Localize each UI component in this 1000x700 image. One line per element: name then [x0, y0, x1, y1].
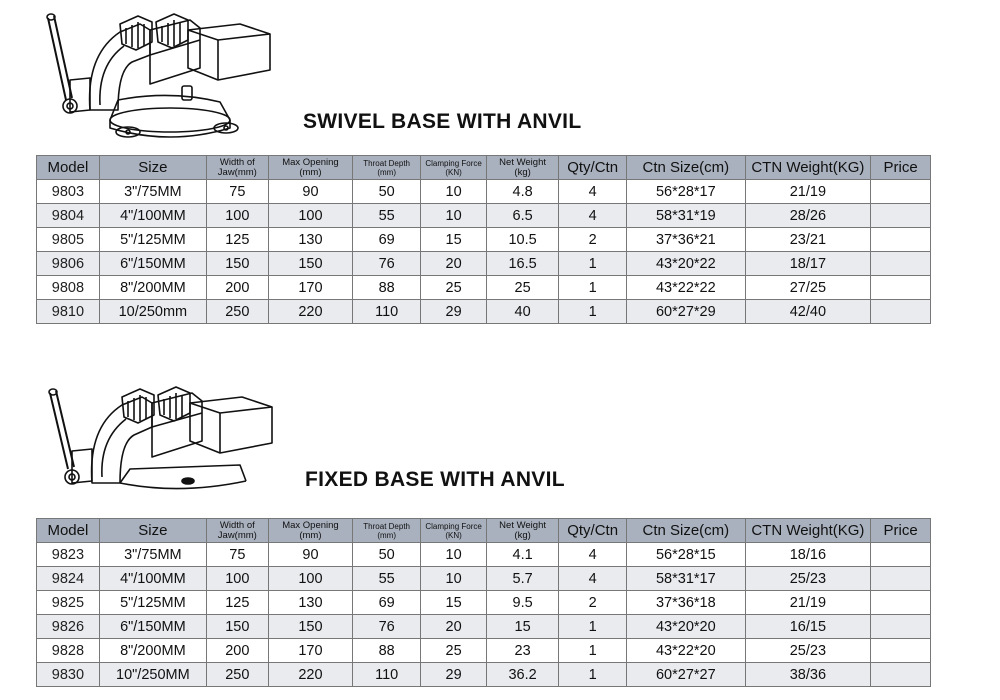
model-cell: 9803 — [37, 180, 100, 204]
table-cell: 110 — [353, 663, 421, 687]
column-header-unit: (mm) — [377, 530, 396, 540]
table-cell: 25/23 — [745, 567, 871, 591]
model-cell: 9825 — [37, 591, 100, 615]
table-cell: 150 — [206, 615, 268, 639]
price-cell — [871, 180, 931, 204]
column-header-label: Clamping Force — [425, 158, 482, 168]
column-header-label: Throat Depth — [363, 521, 410, 531]
column-header: Qty/Ctn — [559, 156, 627, 180]
table-cell: 10"/250MM — [99, 663, 206, 687]
table-cell: 20 — [421, 252, 487, 276]
table-cell: 15 — [421, 591, 487, 615]
column-header — [206, 156, 268, 180]
table-row — [37, 252, 931, 276]
table-row — [37, 204, 931, 228]
column-header — [353, 519, 421, 543]
table-cell: 170 — [268, 276, 352, 300]
table-cell: 2 — [559, 591, 627, 615]
price-cell — [871, 543, 931, 567]
column-header — [206, 519, 268, 543]
table-row — [37, 543, 931, 567]
model-cell: 9824 — [37, 567, 100, 591]
column-header: CTN Weight(KG) — [745, 519, 871, 543]
table-cell: 20 — [421, 615, 487, 639]
table-cell: 250 — [206, 300, 268, 324]
column-header-label: Net Weight — [499, 519, 546, 531]
table-cell: 90 — [268, 180, 352, 204]
table-cell: 58*31*19 — [627, 204, 745, 228]
table-cell: 40 — [487, 300, 559, 324]
price-cell — [871, 228, 931, 252]
bench-vise-fixed-icon — [40, 385, 290, 505]
table-cell: 6"/150MM — [99, 252, 206, 276]
model-cell: 9830 — [37, 663, 100, 687]
table-cell: 1 — [559, 276, 627, 300]
table-cell: 1 — [559, 300, 627, 324]
column-header: Ctn Size(cm) — [627, 519, 745, 543]
table-cell: 25 — [487, 276, 559, 300]
table-cell: 23/21 — [745, 228, 871, 252]
table-cell: 56*28*17 — [627, 180, 745, 204]
table-cell: 200 — [206, 276, 268, 300]
table-cell: 5.7 — [487, 567, 559, 591]
table-cell: 16/15 — [745, 615, 871, 639]
table-cell: 69 — [353, 228, 421, 252]
table-cell: 8"/200MM — [99, 276, 206, 300]
table-row — [37, 567, 931, 591]
column-header: CTN Weight(KG) — [745, 156, 871, 180]
table-cell: 9.5 — [487, 591, 559, 615]
table-cell: 58*31*17 — [627, 567, 745, 591]
column-header — [421, 519, 487, 543]
table-cell: 27/25 — [745, 276, 871, 300]
table-cell: 1 — [559, 615, 627, 639]
swivel-spec-table — [36, 155, 931, 324]
column-header: Model — [37, 156, 100, 180]
table-row — [37, 591, 931, 615]
price-cell — [871, 252, 931, 276]
column-header-unit: (KN) — [445, 530, 462, 540]
table-cell: 55 — [353, 204, 421, 228]
table-cell: 170 — [268, 639, 352, 663]
column-header-label: Max Opening — [282, 156, 339, 168]
table-cell: 10 — [421, 543, 487, 567]
table-cell: 43*20*20 — [627, 615, 745, 639]
column-header — [421, 156, 487, 180]
table-cell: 43*22*20 — [627, 639, 745, 663]
table-cell: 150 — [268, 615, 352, 639]
column-header-unit: (mm) — [299, 166, 322, 178]
table-row — [37, 663, 931, 687]
model-cell: 9826 — [37, 615, 100, 639]
table-cell: 16.5 — [487, 252, 559, 276]
price-cell — [871, 639, 931, 663]
table-cell: 125 — [206, 591, 268, 615]
table-cell: 37*36*18 — [627, 591, 745, 615]
table-cell: 2 — [559, 228, 627, 252]
model-cell: 9828 — [37, 639, 100, 663]
table-cell: 23 — [487, 639, 559, 663]
table-cell: 75 — [206, 180, 268, 204]
column-header-label: Clamping Force — [425, 521, 482, 531]
table-cell: 38/36 — [745, 663, 871, 687]
price-cell — [871, 615, 931, 639]
table-cell: 4 — [559, 204, 627, 228]
column-header-unit: (mm) — [299, 529, 322, 541]
model-cell: 9810 — [37, 300, 100, 324]
table-cell: 1 — [559, 663, 627, 687]
column-header-label: Throat Depth — [363, 158, 410, 168]
column-header — [487, 519, 559, 543]
price-cell — [871, 663, 931, 687]
table-row — [37, 300, 931, 324]
table-cell: 50 — [353, 543, 421, 567]
column-header-unit: Jaw(mm) — [217, 166, 257, 178]
bench-vise-swivel-icon — [40, 10, 290, 140]
table-cell: 100 — [206, 204, 268, 228]
table-header-row — [37, 156, 931, 180]
column-header: Qty/Ctn — [559, 519, 627, 543]
table-cell: 18/17 — [745, 252, 871, 276]
column-header: Size — [99, 519, 206, 543]
table-cell: 125 — [206, 228, 268, 252]
table-cell: 250 — [206, 663, 268, 687]
table-cell: 10 — [421, 204, 487, 228]
table-cell: 100 — [268, 567, 352, 591]
table-header-row — [37, 519, 931, 543]
column-header-unit: (mm) — [377, 167, 396, 177]
table-cell: 130 — [268, 228, 352, 252]
table-cell: 43*22*22 — [627, 276, 745, 300]
table-cell: 25/23 — [745, 639, 871, 663]
table-cell: 25 — [421, 639, 487, 663]
model-cell: 9804 — [37, 204, 100, 228]
table-cell: 21/19 — [745, 180, 871, 204]
price-cell — [871, 567, 931, 591]
table-cell: 43*20*22 — [627, 252, 745, 276]
table-cell: 36.2 — [487, 663, 559, 687]
price-cell — [871, 300, 931, 324]
table-cell: 220 — [268, 300, 352, 324]
column-header — [353, 156, 421, 180]
column-header-unit: (kg) — [514, 166, 531, 178]
table-cell: 10 — [421, 180, 487, 204]
table-cell: 130 — [268, 591, 352, 615]
table-cell: 60*27*29 — [627, 300, 745, 324]
table-cell: 4 — [559, 567, 627, 591]
table-cell: 8"/200MM — [99, 639, 206, 663]
column-header — [268, 156, 352, 180]
column-header-unit: (kg) — [514, 529, 531, 541]
column-header-label: Width of — [219, 156, 255, 168]
table-cell: 4"/100MM — [99, 204, 206, 228]
table-cell: 76 — [353, 615, 421, 639]
fixed-section-title: FIXED BASE WITH ANVIL — [305, 468, 565, 491]
column-header-unit: Jaw(mm) — [217, 529, 257, 541]
table-cell: 200 — [206, 639, 268, 663]
table-cell: 50 — [353, 180, 421, 204]
table-cell: 4 — [559, 180, 627, 204]
column-header-label: Width of — [219, 519, 255, 531]
column-header-label: Net Weight — [499, 156, 546, 168]
price-cell — [871, 591, 931, 615]
table-cell: 55 — [353, 567, 421, 591]
table-cell: 5"/125MM — [99, 228, 206, 252]
table-cell: 18/16 — [745, 543, 871, 567]
table-cell: 3"/75MM — [99, 180, 206, 204]
table-cell: 29 — [421, 663, 487, 687]
table-cell: 3"/75MM — [99, 543, 206, 567]
table-cell: 6.5 — [487, 204, 559, 228]
table-cell: 1 — [559, 639, 627, 663]
table-cell: 15 — [487, 615, 559, 639]
column-header — [268, 519, 352, 543]
table-cell: 100 — [268, 204, 352, 228]
table-cell: 69 — [353, 591, 421, 615]
fixed-spec-table — [36, 518, 931, 687]
table-cell: 6"/150MM — [99, 615, 206, 639]
table-cell: 100 — [206, 567, 268, 591]
table-cell: 37*36*21 — [627, 228, 745, 252]
table-cell: 10 — [421, 567, 487, 591]
table-cell: 150 — [268, 252, 352, 276]
column-header-label: Max Opening — [282, 519, 339, 531]
table-cell: 4.1 — [487, 543, 559, 567]
table-cell: 5"/125MM — [99, 591, 206, 615]
table-cell: 4"/100MM — [99, 567, 206, 591]
table-cell: 90 — [268, 543, 352, 567]
table-row — [37, 639, 931, 663]
table-cell: 4.8 — [487, 180, 559, 204]
table-cell: 60*27*27 — [627, 663, 745, 687]
model-cell: 9806 — [37, 252, 100, 276]
table-cell: 25 — [421, 276, 487, 300]
model-cell: 9805 — [37, 228, 100, 252]
table-cell: 220 — [268, 663, 352, 687]
column-header: Price — [871, 156, 931, 180]
column-header: Model — [37, 519, 100, 543]
table-cell: 29 — [421, 300, 487, 324]
price-cell — [871, 276, 931, 300]
swivel-section-title: SWIVEL BASE WITH ANVIL — [303, 110, 582, 133]
table-row — [37, 228, 931, 252]
table-cell: 76 — [353, 252, 421, 276]
table-cell: 75 — [206, 543, 268, 567]
column-header: Price — [871, 519, 931, 543]
table-cell: 42/40 — [745, 300, 871, 324]
table-cell: 10/250mm — [99, 300, 206, 324]
table-cell: 56*28*15 — [627, 543, 745, 567]
column-header-unit: (KN) — [445, 167, 462, 177]
table-cell: 110 — [353, 300, 421, 324]
price-cell — [871, 204, 931, 228]
table-cell: 4 — [559, 543, 627, 567]
table-cell: 1 — [559, 252, 627, 276]
table-cell: 28/26 — [745, 204, 871, 228]
model-cell: 9808 — [37, 276, 100, 300]
column-header: Size — [99, 156, 206, 180]
table-cell: 150 — [206, 252, 268, 276]
column-header — [487, 156, 559, 180]
table-row — [37, 276, 931, 300]
table-cell: 88 — [353, 276, 421, 300]
table-cell: 10.5 — [487, 228, 559, 252]
table-cell: 21/19 — [745, 591, 871, 615]
table-cell: 88 — [353, 639, 421, 663]
table-row — [37, 180, 931, 204]
column-header: Ctn Size(cm) — [627, 156, 745, 180]
model-cell: 9823 — [37, 543, 100, 567]
table-row — [37, 615, 931, 639]
table-cell: 15 — [421, 228, 487, 252]
